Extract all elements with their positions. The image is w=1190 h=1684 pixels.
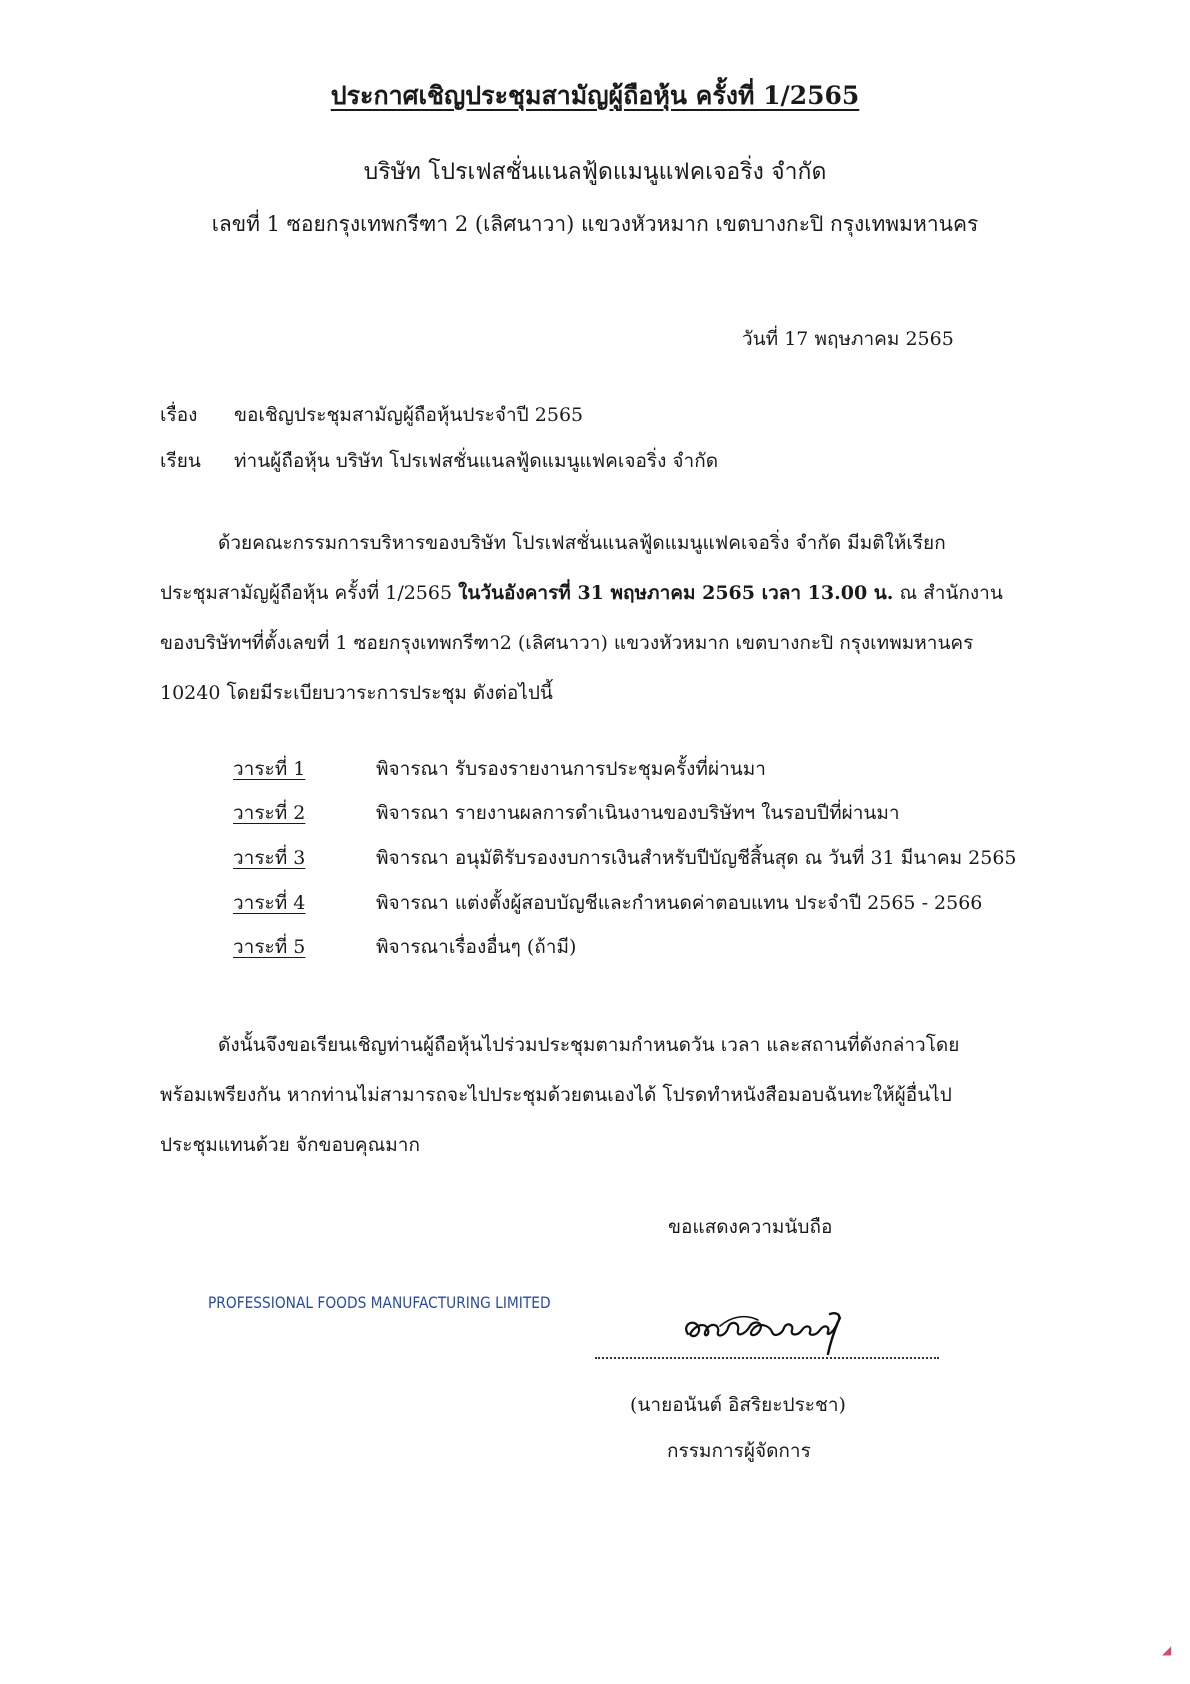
intro-line-2-start: ประชุมสามัญผู้ถือหุ้น ครั้งที่ 1/2565 bbox=[160, 582, 459, 604]
signature-line bbox=[595, 1357, 939, 1359]
conclusion-line-3: ประชุมแทนด้วย จักขอบคุณมาก bbox=[160, 1134, 420, 1156]
intro-line-2-end: ณ สำนักงาน bbox=[893, 582, 1003, 604]
agenda-description: พิจารณา รับรองรายงานการประชุมครั้งที่ผ่านมา bbox=[376, 758, 766, 780]
subject-label: เรื่อง bbox=[160, 404, 198, 426]
company-stamp: PROFESSIONAL FOODS MANUFACTURING LIMITED bbox=[208, 1293, 551, 1312]
page-title: ประกาศเชิญประชุมสามัญผู้ถือหุ้น ครั้งที่ 1/2565 bbox=[330, 81, 860, 110]
intro-line-1: ด้วยคณะกรรมการบริหารของบริษัท โปรเฟสชั่นแนลฟู้ดแมนูแฟคเจอริ่ง จำกัด มีมติให้เรียก bbox=[218, 532, 946, 554]
subject-value: ขอเชิญประชุมสามัญผู้ถือหุ้นประจำปี 2565 bbox=[234, 404, 584, 426]
meeting-datetime: ในวันอังคารที่ 31 พฤษภาคม 2565 เวลา 13.00 น. bbox=[458, 582, 894, 604]
agenda-number: วาระที่ 1 bbox=[233, 758, 306, 780]
agenda-description: พิจารณา อนุมัติรับรองงบการเงินสำหรับปีบัญชีสิ้นสุด ณ วันที่ 31 มีนาคม 2565 bbox=[376, 847, 1017, 869]
letter-date: วันที่ 17 พฤษภาคม 2565 bbox=[742, 328, 954, 350]
intro-line-3: ของบริษัทฯที่ตั้งเลขที่ 1 ซอยกรุงเทพกรีฑา2 (เลิศนาวา) แขวงหัวหมาก เขตบางกะปิ กรุงเทพมหานคร bbox=[160, 632, 974, 654]
signer-title: กรรมการผู้จัดการ bbox=[667, 1440, 811, 1462]
signer-name: (นายอนันต์ อิสริยะประชา) bbox=[630, 1394, 846, 1416]
intro-line-2 bbox=[160, 578, 1003, 608]
company-address: เลขที่ 1 ซอยกรุงเทพกรีฑา 2 (เลิศนาวา) แขวงหัวหมาก เขตบางกะปิ กรุงเทพมหานคร bbox=[211, 212, 979, 236]
agenda-number: วาระที่ 2 bbox=[233, 802, 306, 824]
conclusion-line-2: พร้อมเพรียงกัน หากท่านไม่สามารถจะไปประชุมด้วยตนเองได้ โปรดทำหนังสือมอบฉันทะให้ผู้อื่นไป bbox=[160, 1084, 952, 1106]
conclusion-line-1: ดังนั้นจึงขอเรียนเชิญท่านผู้ถือหุ้นไปร่วมประชุมตามกำหนดวัน เวลา และสถานที่ดังกล่าวโดย bbox=[218, 1034, 960, 1056]
agenda-description: พิจารณาเรื่องอื่นๆ (ถ้ามี) bbox=[376, 936, 577, 958]
company-name: บริษัท โปรเฟสชั่นแนลฟู้ดแมนูแฟคเจอริ่ง จำกัด bbox=[363, 159, 827, 185]
recipient-value: ท่านผู้ถือหุ้น บริษัท โปรเฟสชั่นแนลฟู้ดแมนูแฟคเจอริ่ง จำกัด bbox=[234, 450, 719, 472]
intro-line-4: 10240 โดยมีระเบียบวาระการประชุม ดังต่อไปนี้ bbox=[160, 682, 553, 704]
agenda-number: วาระที่ 3 bbox=[233, 847, 306, 869]
corner-mark: ◢ bbox=[1162, 1643, 1172, 1657]
agenda-number: วาระที่ 5 bbox=[233, 936, 306, 958]
agenda-number: วาระที่ 4 bbox=[233, 892, 306, 914]
closing-salutation: ขอแสดงความนับถือ bbox=[668, 1216, 833, 1238]
agenda-description: พิจารณา รายงานผลการดำเนินงานของบริษัทฯ ในรอบปีที่ผ่านมา bbox=[376, 802, 900, 824]
agenda-description: พิจารณา แต่งตั้งผู้สอบบัญชีและกำหนดค่าตอบแทน ประจำปี 2565 - 2566 bbox=[376, 892, 983, 914]
signature-scribble bbox=[680, 1296, 850, 1358]
recipient-label: เรียน bbox=[160, 450, 201, 472]
